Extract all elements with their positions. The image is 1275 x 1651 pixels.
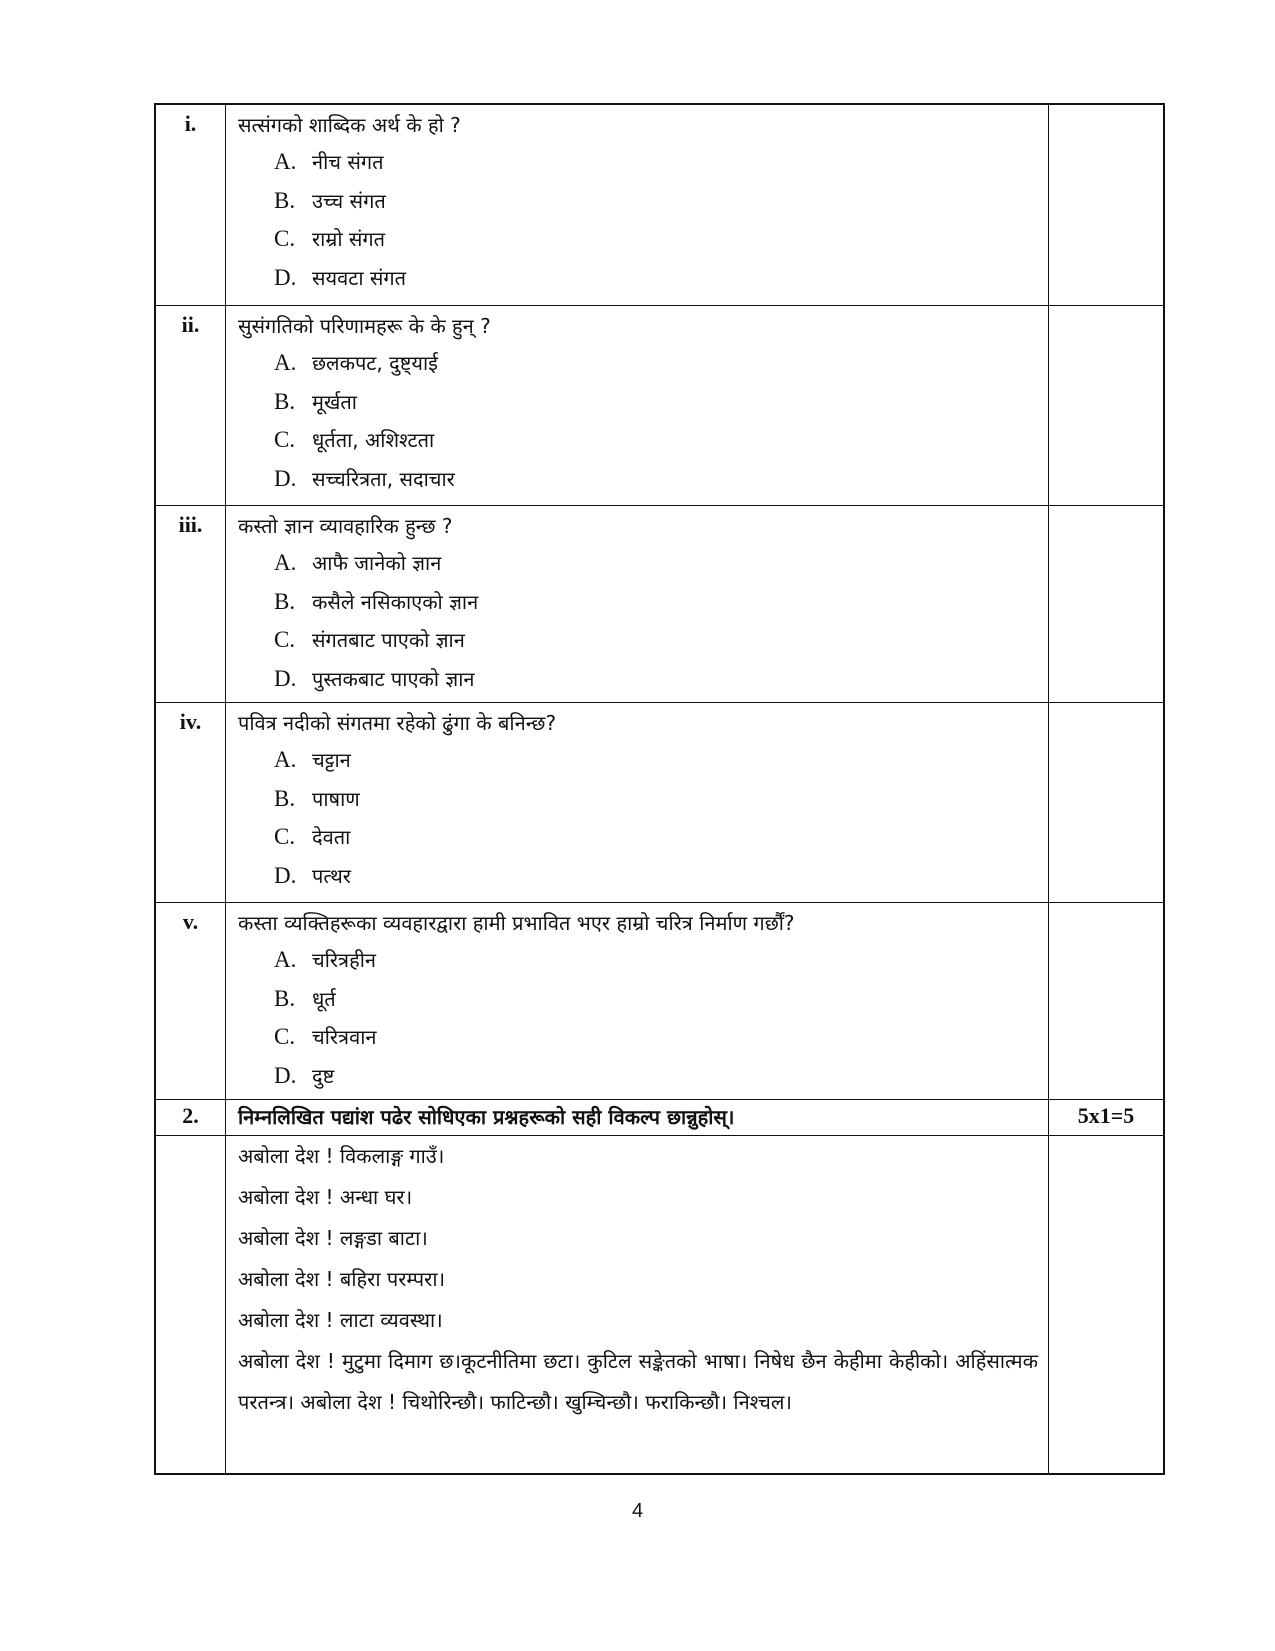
passage-line: अबोला देश ! अन्धा घर। — [238, 1185, 413, 1209]
option-a — [238, 741, 1038, 780]
question-row-ii — [156, 305, 1163, 505]
option-letter: C. — [274, 427, 296, 452]
option-text: दुष्ट — [312, 1063, 335, 1088]
section-instruction: निम्नलिखित पद्यांश पढेर सोधिएका प्रश्नहरूको सही विकल्प छान्नुहोस्। — [238, 1105, 735, 1129]
option-b — [238, 383, 1038, 422]
option-a — [238, 941, 1038, 980]
marks-cell — [1049, 703, 1163, 902]
passage-line: अबोला देश ! लाटा व्यवस्था। — [238, 1308, 443, 1332]
option-letter: D. — [274, 862, 297, 888]
passage-line: अबोला देश ! विकलाङ्ग गाउँ। — [238, 1144, 445, 1168]
marks-cell — [1049, 506, 1163, 702]
question-row-iii — [156, 505, 1163, 702]
passage-body — [226, 1136, 1049, 1473]
option-text: छलकपट, दुष्ट्याई — [312, 351, 438, 375]
marks-cell — [1049, 105, 1163, 305]
option-letter: C. — [274, 824, 296, 849]
option-letter: D. — [274, 665, 297, 691]
option-text: कसैले नसिकाएको ज्ञान — [312, 589, 479, 614]
option-letter: A. — [274, 550, 297, 575]
option-text: सच्चरित्रता, सदाचार — [312, 466, 455, 491]
question-row-i — [156, 105, 1163, 305]
option-c — [238, 621, 1038, 660]
marks-cell — [1049, 306, 1163, 505]
question-body — [226, 506, 1049, 702]
option-letter: D. — [274, 465, 297, 491]
section-marks: 5x1=5 — [1077, 1103, 1135, 1128]
option-letter: D. — [274, 1062, 297, 1088]
option-text: देवता — [312, 825, 351, 849]
option-letter: A. — [274, 747, 297, 772]
option-c — [238, 421, 1038, 460]
marks-cell — [1049, 1136, 1163, 1473]
option-letter: A. — [274, 350, 297, 375]
option-letter: C. — [274, 226, 296, 251]
option-a — [238, 544, 1038, 583]
passage-line: अबोला देश ! बहिरा परम्परा। — [238, 1267, 446, 1291]
option-a — [238, 344, 1038, 383]
question-text: कस्ता व्यक्तिहरूका व्यवहारद्वारा हामी प्रभावित भएर हाम्रो चरित्र निर्माण गर्छौं? — [238, 911, 795, 935]
option-text: संगतबाट पाएको ज्ञान — [312, 628, 465, 652]
passage-paragraph: अबोला देश ! मुटुमा दिमाग छ।कूटनीतिमा छटा। कुटिल सङ्केतको भाषा। निषेध छैन केहीमा केहीको। अहिंसात्मक परतन्त्र। अबोला देश ! चिथोरिन्छौ। फाटिन्छौ। खुम्चिन्छौ। फराकिन्छौ। निश्चल। — [238, 1349, 1038, 1414]
question-text: सत्संगको शाब्दिक अर्थ के हो ? — [238, 113, 461, 137]
option-a — [238, 143, 1038, 182]
question-body — [226, 703, 1049, 902]
question-number: ii. — [156, 306, 226, 505]
option-b — [238, 182, 1038, 221]
option-d — [238, 857, 1038, 896]
page-number: 4 — [631, 1500, 644, 1522]
passage-line: अबोला देश ! लङ्गडा बाटा। — [238, 1226, 428, 1250]
option-d — [238, 660, 1038, 699]
marks-cell — [1049, 903, 1163, 1099]
option-letter: A. — [274, 947, 297, 972]
question-text: पवित्र नदीको संगतमा रहेको ढुंगा के बनिन्छ? — [238, 711, 557, 735]
option-text: उच्च संगत — [312, 188, 386, 213]
question-body — [226, 903, 1049, 1099]
option-b — [238, 980, 1038, 1019]
passage-row — [156, 1135, 1163, 1473]
option-text: राम्रो संगत — [312, 227, 386, 251]
section-2-header-row — [156, 1099, 1163, 1135]
section-number: 2. — [156, 1100, 226, 1135]
question-table — [154, 103, 1165, 1475]
option-text: धूर्त — [312, 986, 336, 1011]
question-number: iii. — [156, 506, 226, 702]
option-text: धूर्तता, अशिश्टता — [312, 428, 435, 452]
option-text: सयवटा संगत — [312, 265, 407, 290]
question-row-iv — [156, 702, 1163, 902]
option-d — [238, 460, 1038, 499]
option-letter: C. — [274, 627, 296, 652]
option-text: चरित्रवान — [312, 1025, 377, 1049]
question-body — [226, 306, 1049, 505]
question-text: कस्तो ज्ञान व्यावहारिक हुन्छ ? — [238, 514, 453, 538]
option-text: नीच संगत — [312, 150, 384, 174]
option-c — [238, 1018, 1038, 1057]
question-number: i. — [156, 105, 226, 305]
option-letter: B. — [274, 187, 296, 213]
option-text: पुस्तकबाट पाएको ज्ञान — [312, 666, 475, 691]
option-text: मूर्खता — [312, 389, 357, 414]
option-text: आफै जानेको ज्ञान — [312, 551, 442, 575]
option-letter: C. — [274, 1024, 296, 1049]
option-letter: A. — [274, 149, 297, 174]
option-letter: B. — [274, 785, 296, 811]
question-body — [226, 105, 1049, 305]
option-c — [238, 220, 1038, 259]
option-d — [238, 1057, 1038, 1096]
question-row-v — [156, 902, 1163, 1099]
option-d — [238, 259, 1038, 298]
option-text: चरित्रहीन — [312, 948, 376, 972]
question-text: सुसंगतिको परिणामहरू के के हुन् ? — [238, 314, 491, 338]
option-letter: B. — [274, 588, 296, 614]
option-letter: D. — [274, 264, 297, 290]
option-letter: B. — [274, 388, 296, 414]
option-text: पत्थर — [312, 863, 351, 888]
option-c — [238, 818, 1038, 857]
question-number: v. — [156, 903, 226, 1099]
section-instruction-cell — [226, 1100, 1049, 1135]
option-letter: B. — [274, 985, 296, 1011]
option-text: चट्टान — [312, 748, 351, 772]
option-b — [238, 780, 1038, 819]
passage-number-cell — [156, 1136, 226, 1473]
option-text: पाषाण — [312, 786, 360, 811]
question-number: iv. — [156, 703, 226, 902]
option-b — [238, 583, 1038, 622]
